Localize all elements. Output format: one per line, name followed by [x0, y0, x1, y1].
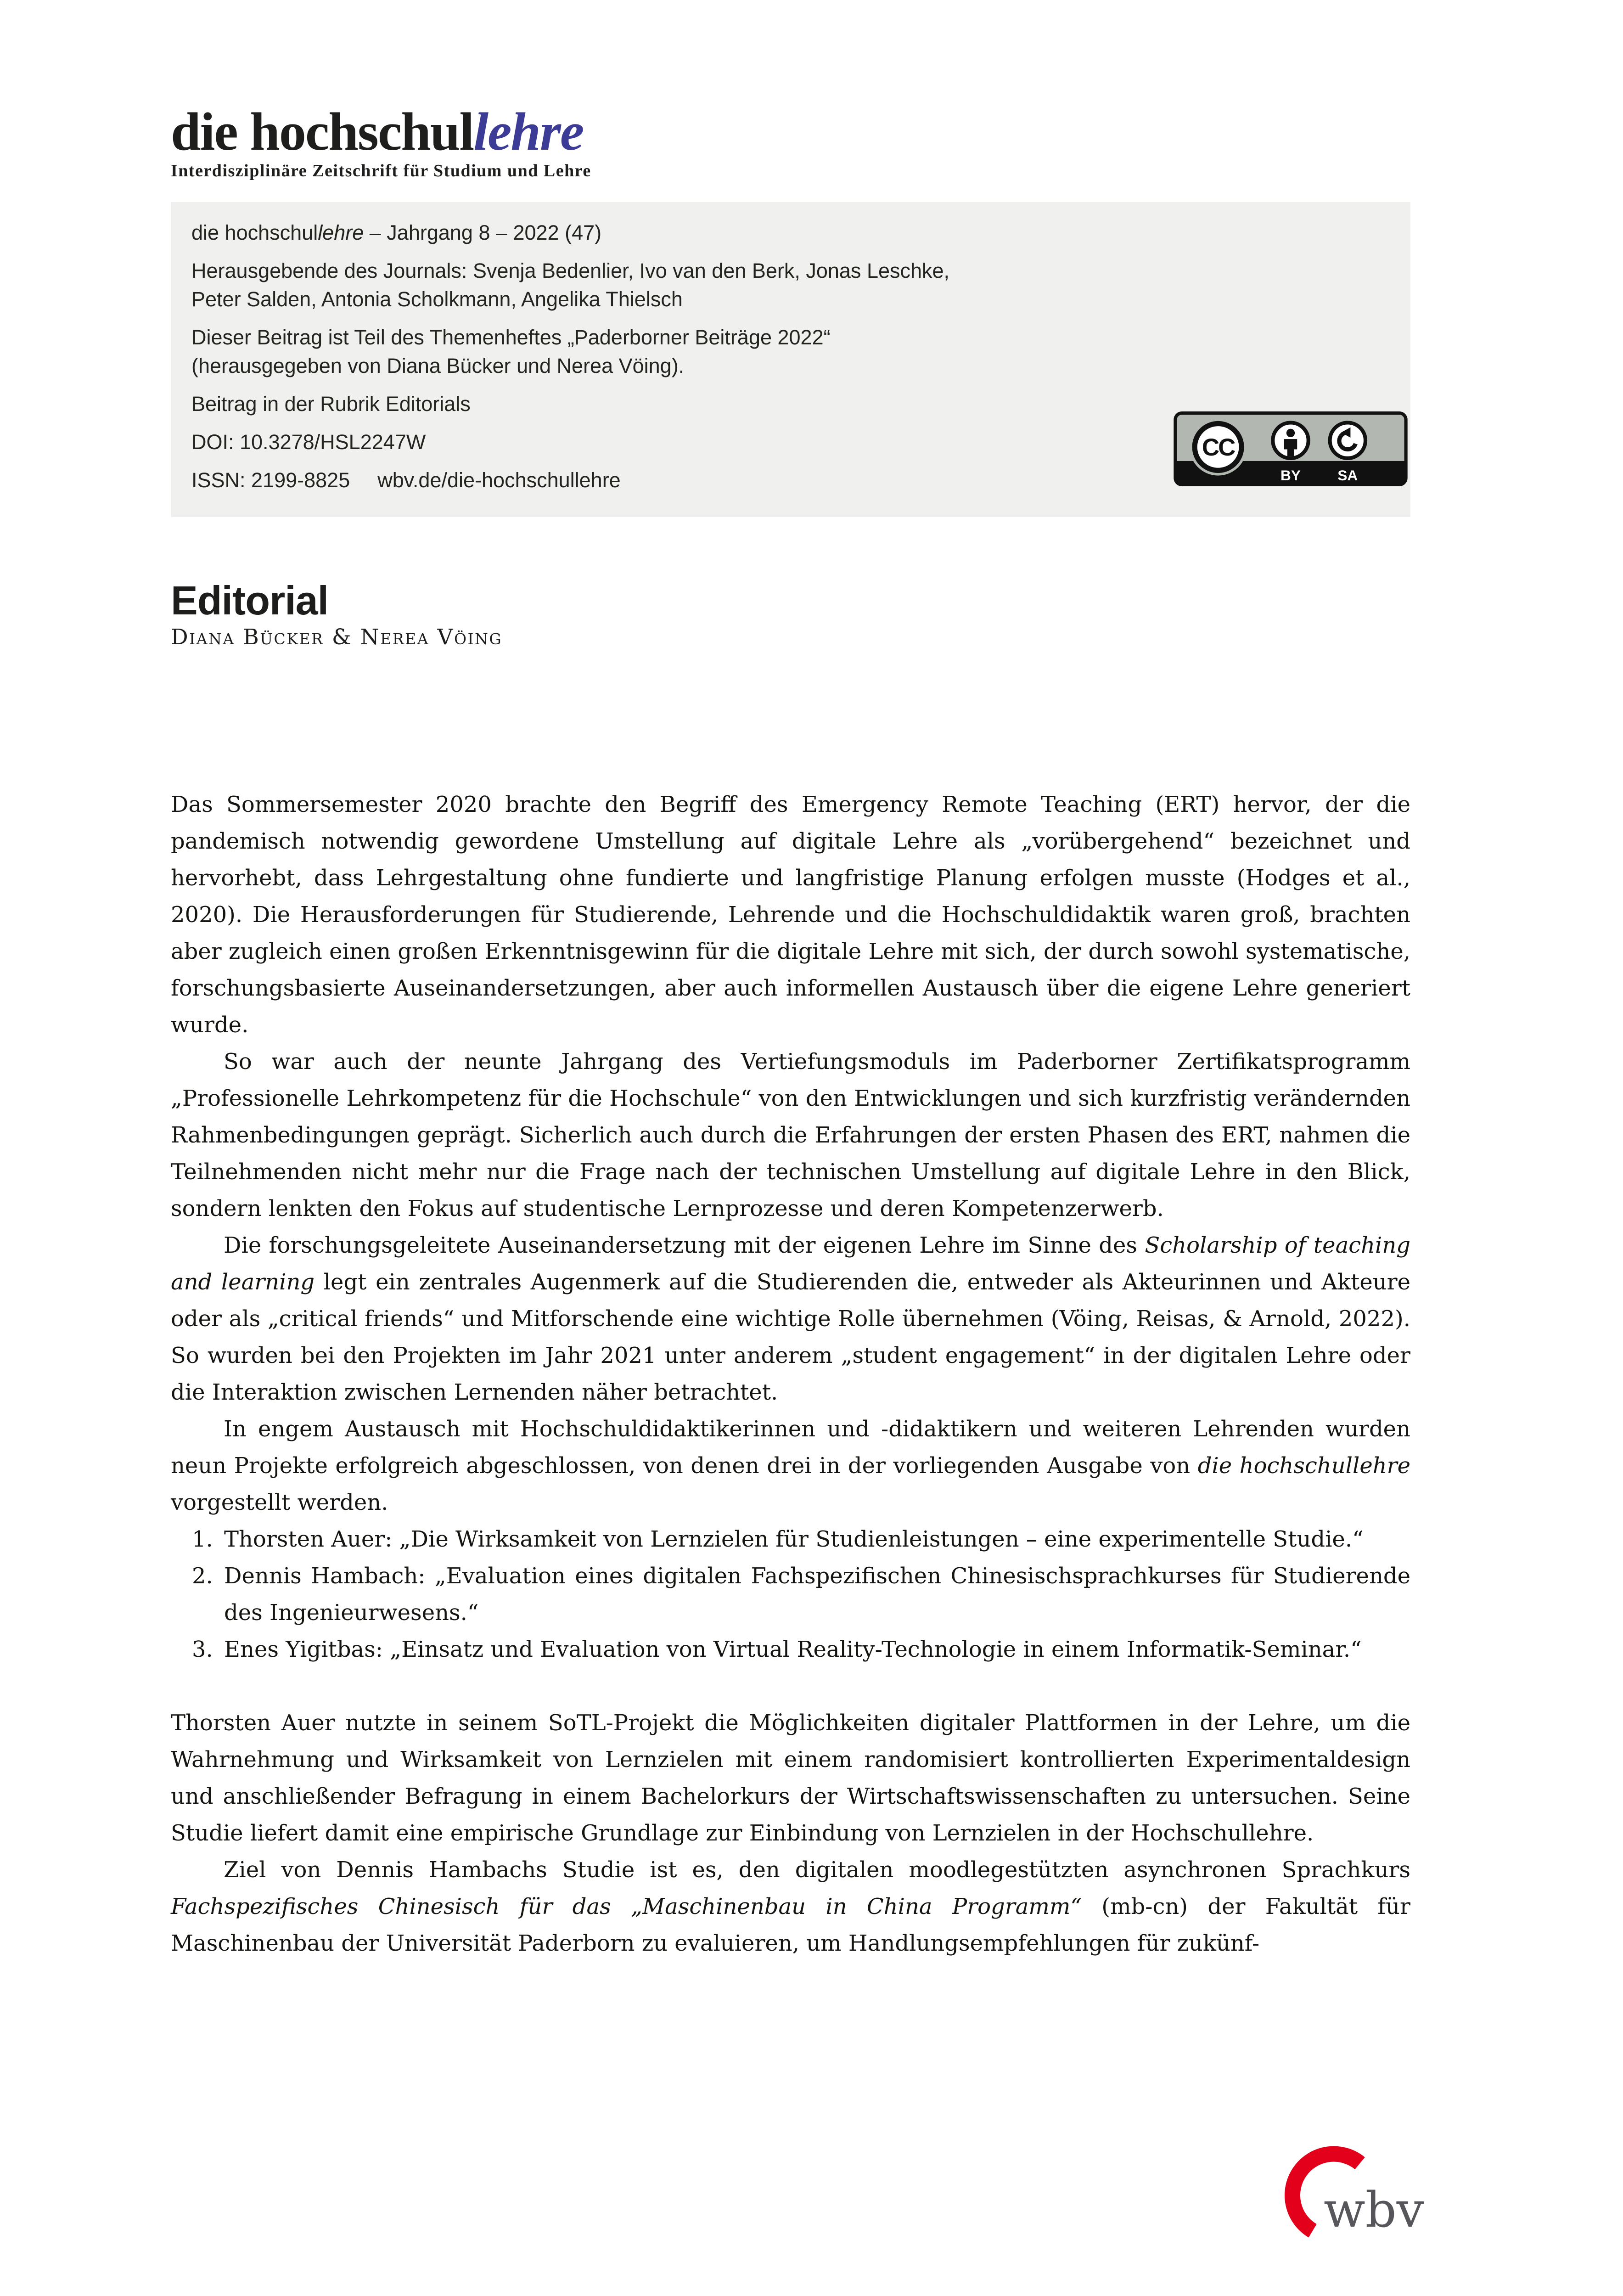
by-label: BY: [1280, 467, 1301, 484]
list-item: [171, 1631, 1410, 1668]
share-alike-circle: [1330, 422, 1365, 458]
paragraph: [171, 1705, 1410, 1851]
journal-website-link[interactable]: wbv.de/die-hochschullehre: [377, 468, 621, 492]
italic-text: Scholarship of teaching and learning: [171, 1232, 1410, 1295]
numbered-list: [171, 1521, 1410, 1668]
text-run: Die forschungsgeleitete Auseinandersetzung mit der eigenen Lehre im Sinne des: [224, 1232, 1145, 1258]
paragraph: [171, 1227, 1410, 1411]
rubric-line: Beitrag in der Rubrik Editorials: [191, 392, 471, 416]
list-item: [171, 1558, 1410, 1631]
list-item: [171, 1521, 1410, 1558]
article-authors: Diana Bücker & Nerea Vöing: [171, 625, 503, 650]
wbv-wordmark: wbv: [1324, 2182, 1424, 2238]
journal-logo-title: [171, 101, 591, 162]
list-number: 1.: [192, 1526, 213, 1552]
text-run: Enes Yigitbas: „Einsatz und Evaluation von Virtual Reality-Technologie in einem Informatik-Seminar.“: [224, 1637, 1362, 1662]
journal-logo: [171, 101, 591, 181]
volume-line: [191, 219, 1392, 247]
list-number: 2.: [192, 1563, 213, 1589]
text-run: Das Sommersemester 2020 brachte den Begriff des Emergency Remote Teaching (ERT) hervor, der die pandemisch notwendig gewordene Umstellung auf digitale Lehre als „vorübergehend“ bezeichnet und hervorhebt, dass Lehrgestaltung ohne fundierte und langfristige Planung erfolgen musste (Hodges et al., 2020). Die Herausforderungen für Studierende, Lehrende und die Hochschuldidaktik waren groß, brachten aber zugleich einen großen Erkenntnisgewinn für die digitale Lehre mit sich, der durch sowohl systematische, forschungsbasierte Auseinandersetzungen, aber auch informellen Austausch über die eigene Lehre generiert wurde.: [171, 792, 1410, 1038]
journal-logo-subtitle: Interdisziplinäre Zeitschrift für Studium und Lehre: [171, 161, 591, 180]
paragraph: [171, 786, 1410, 1043]
text-run: Ziel von Dennis Hambachs Studie ist es, den digitalen moodlegestützten asynchronen Sprachkurs: [224, 1857, 1410, 1883]
meta-editors-group: [191, 257, 1392, 314]
list-item-text: [224, 1563, 1410, 1626]
volume-journal-name-italic: lehre: [318, 221, 364, 244]
text-run: vorgestellt werden.: [171, 1490, 388, 1515]
text-run: Thorsten Auer nutzte in seinem SoTL-Projekt die Möglichkeiten digitaler Plattformen in der Lehre, um die Wahrnehmung und Wirksamkeit von Lernzielen mit einem randomisiert kontrollierten Experimentaldesign und anschließender Befragung in einem Bachelorkurs der Wirtschaftswissenschaften zu untersuchen. Seine Studie liefert damit eine empirische Grundlage zur Einbindung von Lernzielen in der Hochschullehre.: [171, 1710, 1410, 1846]
theme-line-2: (herausgegeben von Diana Bücker und Nerea Vöing).: [191, 354, 685, 377]
theme-line-1: Dieser Beitrag ist Teil des Themenheftes „Paderborner Beiträge 2022“: [191, 326, 831, 349]
paragraph: [171, 1411, 1410, 1521]
article-body: [171, 786, 1410, 1962]
volume-issue-info: – Jahrgang 8 – 2022 (47): [364, 221, 602, 244]
attribution-person-icon: [1286, 429, 1295, 437]
cc-letters: CC: [1202, 433, 1235, 461]
editors-line-2: Peter Salden, Antonia Scholkmann, Angelika Thielsch: [191, 287, 683, 311]
journal-logo-title-accent: lehre: [473, 101, 584, 162]
text-run: In engem Austausch mit Hochschuldidaktikerinnen und -didaktikern und weiteren Lehrenden wurden neun Projekte erfolgreich abgeschlossen, von denen drei in der vorliegenden Ausgabe von: [171, 1416, 1410, 1479]
text-run: (mb-cn) der Fakultät für Maschinenbau der Universität Paderborn zu evaluieren, um Handlungsempfehlungen für zukünf-: [171, 1894, 1410, 1956]
text-run: Dennis Hambach: „Evaluation eines digitalen Fachspezifischen Chinesischsprachkurses für Studierende des Ingenieurwesens.“: [224, 1563, 1410, 1626]
volume-journal-name: die hochschul: [191, 221, 318, 244]
sa-label: SA: [1337, 467, 1358, 484]
journal-logo-title-black: die hochschul: [171, 101, 474, 162]
italic-text: Fachspezifisches Chinesisch für das „Maschinenbau in China Programm“: [171, 1894, 1082, 1919]
issn-value: ISSN: 2199-8825: [191, 468, 350, 492]
list-number: 3.: [192, 1637, 213, 1662]
text-run: So war auch der neunte Jahrgang des Vertiefungsmoduls im Paderborner Zertifikatsprogramm „Professionelle Lehrkompetenz für die Hochschule“ von den Entwicklungen und sich kurzfristig verändernden Rahmenbedingungen geprägt. Sicherlich auch durch die Erfahrungen der ersten Phasen des ERT, nahmen die Teilnehmenden nicht mehr nur die Frage nach der technischen Umstellung auf digitale Lehre in den Blick, sondern lenkten den Fokus auf studentische Lernprozesse und deren Kompetenzerwerb.: [171, 1049, 1410, 1221]
text-run: Thorsten Auer: „Die Wirksamkeit von Lernzielen für Studienleistungen – eine experimentelle Studie.“: [224, 1526, 1364, 1552]
list-item-text: [224, 1526, 1364, 1552]
publisher-logo: [1283, 2145, 1424, 2251]
paragraph: [171, 1043, 1410, 1227]
cc-license-badge[interactable]: [1174, 411, 1408, 486]
doi-line: DOI: 10.3278/HSL2247W: [191, 430, 426, 454]
paragraph: [171, 1851, 1410, 1962]
editors-line-1: Herausgebende des Journals: Svenja Bedenlier, Ivo van den Berk, Jonas Leschke,: [191, 259, 950, 282]
meta-volume-group: [191, 219, 1392, 247]
page-title: Editorial: [171, 577, 329, 623]
italic-text: die hochschullehre: [1197, 1453, 1410, 1479]
cc-by-sa-icon: [1174, 411, 1408, 486]
meta-theme-group: [191, 323, 1392, 380]
text-run: legt ein zentrales Augenmerk auf die Studierenden die, entweder als Akteurinnen und Akteure oder als „critical friends“ und Mitforschende eine wichtige Rolle übernehmen (Vöing, Reisas, & Arnold, 2022). So wurden bei den Projekten im Jahr 2021 unter anderem „student engagement“ in der digitalen Lehre oder die Interaktion zwischen Lernenden näher betrachtet.: [171, 1269, 1411, 1405]
list-item-text: [224, 1637, 1362, 1662]
